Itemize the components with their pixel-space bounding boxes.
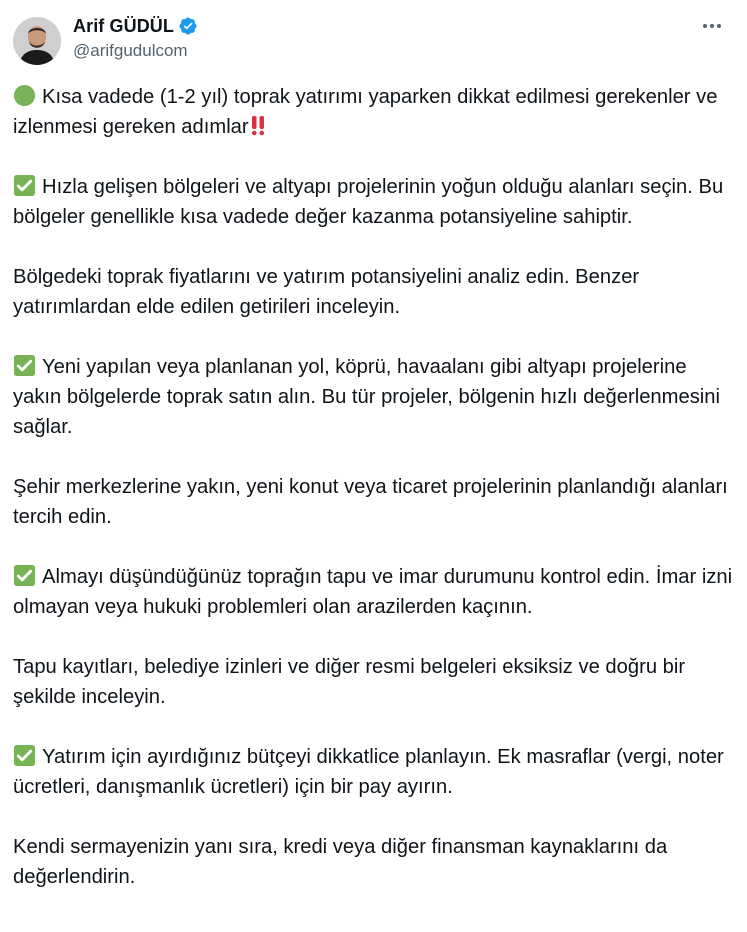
paragraph-text: Yatırım için ayırdığınız bütçeyi dikkatlice planlayın. Ek masraflar (vergi, noter ücretleri, danışmanlık ücretleri) için bir pay ayırın. [13,746,724,798]
paragraph-text: Tapu kayıtları, belediye izinleri ve diğer resmi belgeleri eksiksiz ve doğru bir şekilde inceleyin. [13,656,686,708]
paragraph-text: Kendi sermayenizin yanı sıra, kredi veya diğer finansman kaynaklarını da değerlendirin. [13,836,668,888]
check-mark-icon [13,354,36,377]
paragraph-5 [13,562,735,622]
profile-photo-icon [13,17,61,65]
double-exclamation-icon [251,114,265,137]
paragraph-4 [13,472,735,532]
tweet-header [0,0,747,80]
display-name[interactable]: Arif GÜDÜL [73,15,174,36]
check-mark-icon [13,564,36,587]
paragraph-3 [13,352,735,442]
paragraph-2 [13,262,735,322]
avatar[interactable] [13,17,61,65]
paragraph-text: Şehir merkezlerine yakın, yeni konut veya ticaret projelerinin planlandığı alanları tercih edin. [13,476,728,528]
paragraph-text: Bölgedeki toprak fiyatlarını ve yatırım potansiyelini analiz edin. Benzer yatırımlardan elde edilen getirileri inceleyin. [13,266,640,318]
paragraph-8 [13,832,735,892]
paragraph-text: Yeni yapılan veya planlanan yol, köprü, havaalanı gibi altyapı projelerine yakın bölgelerde toprak satın alın. Bu tür projeler, bölgenin hızlı değerlenmesini sağlar. [13,356,720,438]
paragraph-text: Hızla gelişen bölgeleri ve altyapı projelerinin yoğun olduğu alanları seçin. Bu bölgeler genellikle kısa vadede değer kazanma potansiyeline sahiptir. [13,176,724,228]
paragraph-7 [13,742,735,802]
tweet-text [13,82,735,892]
more-horizontal-icon[interactable] [697,14,727,38]
intro-text: Kısa vadede (1-2 yıl) toprak yatırımı yaparken dikkat edilmesi gerekenler ve izlenmesi gereken adımlar [13,86,718,138]
intro-paragraph [13,82,735,142]
name-row [73,14,198,38]
green-circle-icon [13,84,36,107]
user-handle[interactable]: @arifgudulcom [73,41,188,60]
check-mark-icon [13,174,36,197]
paragraph-text: Almayı düşündüğünüz toprağın tapu ve imar durumunu kontrol edin. İmar izni olmayan veya hukuki problemleri olan arazilerden kaçının. [13,566,733,618]
check-mark-icon [13,744,36,767]
paragraph-6 [13,652,735,712]
paragraph-1 [13,172,735,232]
verified-badge-icon [178,16,198,36]
